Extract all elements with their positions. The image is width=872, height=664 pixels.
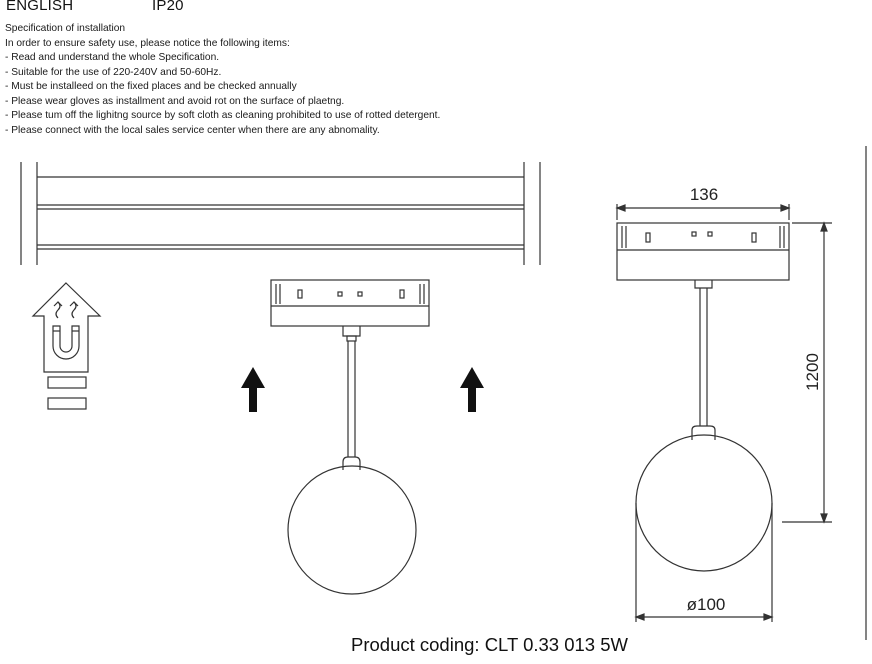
spec-item: - Must be installeed on the fixed places and be checked annually [5, 81, 297, 92]
spec-item: - Please wear gloves as installment and avoid rot on the surface of plaetng. [5, 95, 345, 107]
arrow-up-icon [241, 367, 265, 412]
spec-intro: In order to ensure safety use, please notice the following items: [5, 37, 290, 49]
product-coding: Product coding: CLT 0.33 013 5W [351, 634, 628, 655]
magnet-icon [33, 283, 100, 409]
track-rail [21, 162, 540, 265]
spec-item: - Suitable for the use of 220-240V and 50-60Hz. [5, 66, 222, 78]
language-label: ENGLISH [6, 0, 74, 14]
height-dimension: 1200 [803, 353, 822, 391]
ip-rating: IP20 [152, 0, 184, 14]
spec-item: - Read and understand the whole Specification. [5, 52, 220, 63]
spec-title: Specification of installation [5, 23, 126, 34]
dimension-lines [617, 204, 832, 622]
spec-item: - Please connect with the local sales service center when there are any abnomality. [5, 124, 380, 136]
diameter-dimension: ø100 [686, 595, 726, 614]
pendant-lamp-front [617, 223, 789, 571]
arrow-up-icon [460, 367, 484, 412]
spec-item: - Please tum off the lighitng source by soft cloth as cleaning prohibited to use of rotted detergent. [5, 110, 441, 121]
pendant-lamp-side [271, 280, 429, 594]
width-dimension: 136 [689, 185, 719, 204]
